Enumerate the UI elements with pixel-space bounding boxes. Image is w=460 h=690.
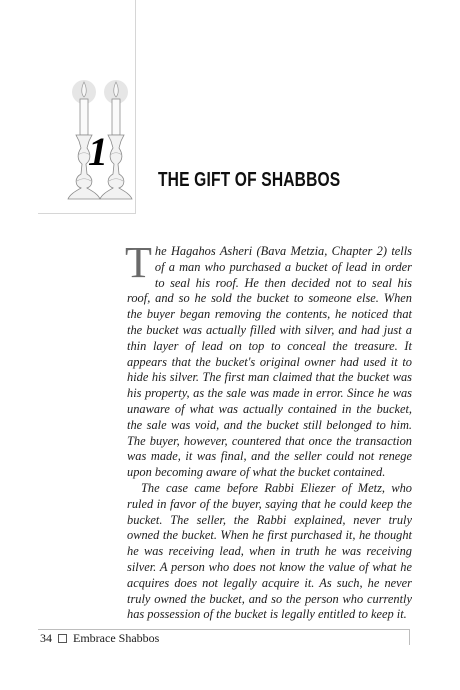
paragraph-1 <box>125 238 412 481</box>
chapter-body <box>125 238 412 623</box>
drop-cap: T <box>125 238 152 287</box>
square-ornament-icon <box>58 634 67 643</box>
running-book-title: Embrace Shabbos <box>73 631 160 645</box>
paragraph-2: The case came before Rabbi Eliezer of Metz, who ruled in favor of the buyer, saying that he could keep the bucket. The seller, the Rabbi explained, never truly owned the bucket. When he first purchased it, he thought he was receiving lead, when in truth he was receiving silver. A person who does not know the value of what he acquires does not legally acquire it. As such, he never truly owned the bucket, and so the person who currently has possession of the bucket is legally entitled to keep it. <box>127 480 412 622</box>
chapter-number: 1 <box>88 129 108 174</box>
paragraph-1-text: he Hagahos Asheri (Bava Metzia, Chapter 2) tells of a man who purchased a bucket of lead in order to seal his roof. He then decided not to seal his roof, and so he sold the bucket to someone else. When the buyer began removing the contents, he noticed that the bucket was actually filled with silver, and had just a thin layer of lead on top to conceal the treasure. It appears that the bucket's original owner had used it to hide his silver. The first man claimed that the bucket was his property, as the sale was made in error. Since he was unaware of what was actually contained in the bucket, the sale was void, and the bucket still belonged to him. The buyer, however, countered that once the transaction was made, it was final, and the seller could not renege upon becoming aware of what the bucket contained. <box>127 244 412 480</box>
right-candle <box>112 99 120 135</box>
page-footer <box>40 631 159 645</box>
chapter-title: THE GIFT OF SHABBOS <box>158 169 341 191</box>
left-candle <box>80 99 88 135</box>
page-number: 34 <box>40 631 52 645</box>
